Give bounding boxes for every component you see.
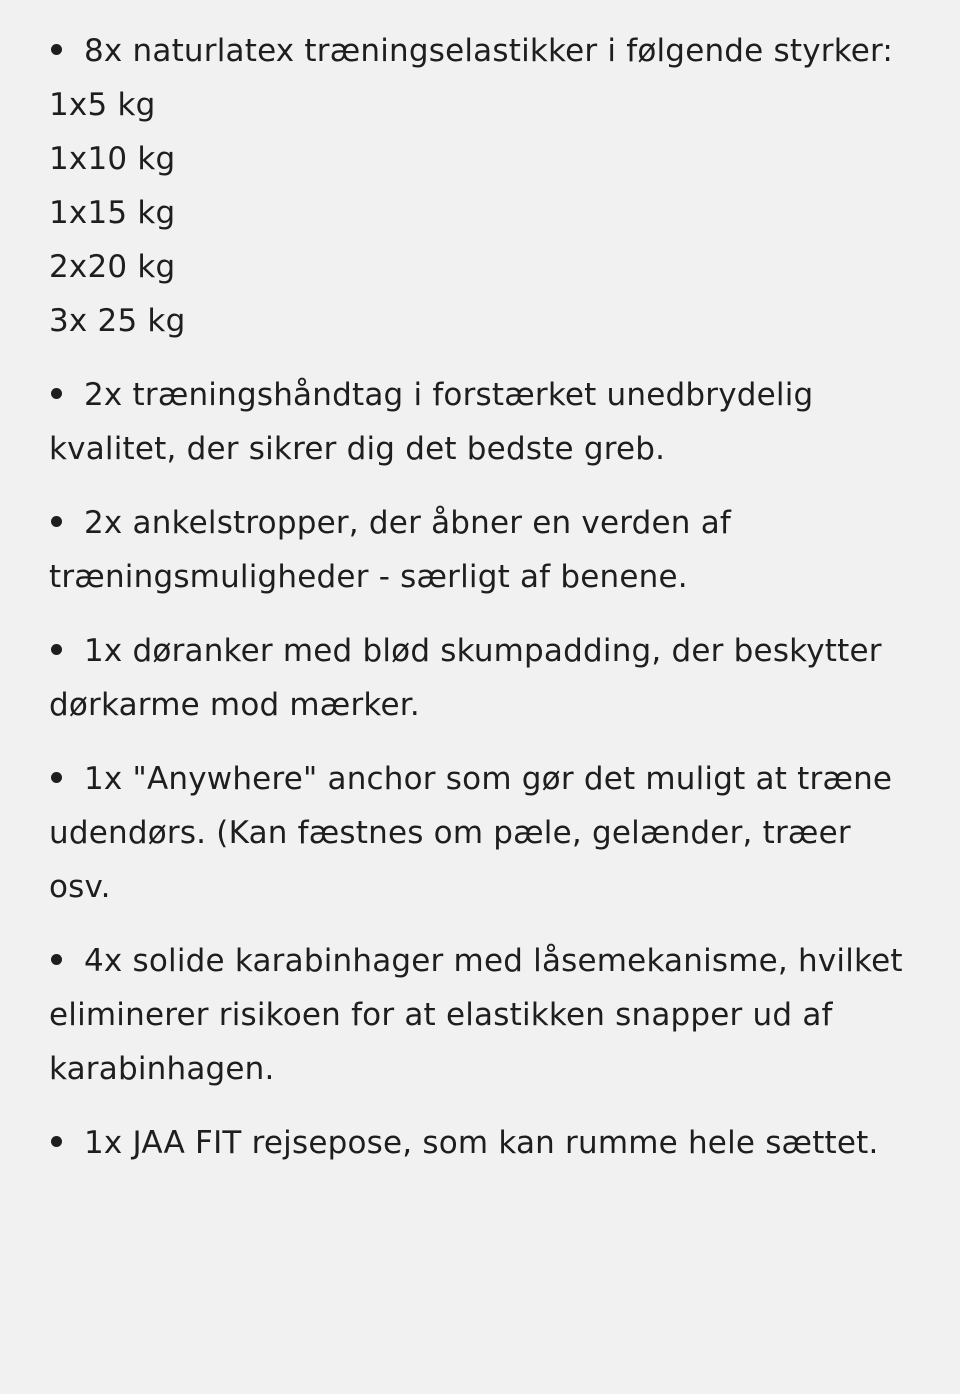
list-item-elastics (49, 24, 909, 348)
bullet-icon (51, 954, 62, 965)
list-item-text: 1x JAA FIT rejsepose, som kan rumme hele sættet. (84, 1125, 879, 1161)
list-item (49, 624, 909, 732)
bullet-icon (51, 1136, 62, 1147)
list-item-text: 4x solide karabinhager med låsemekanisme, hvilket eliminerer risikoen for at elastikken snapper ud af karabinhagen. (49, 943, 903, 1087)
bullet-icon (51, 44, 62, 55)
list-item (49, 752, 909, 914)
bullet-icon (51, 388, 62, 399)
list-item-text: 2x ankelstropper, der åbner en verden af træningsmuligheder - særligt af benene. (49, 505, 732, 595)
list-item-text: 1x døranker med blød skumpadding, der beskytter dørkarme mod mærker. (49, 633, 882, 723)
strength-line: 1x5 kg (49, 87, 156, 123)
list-item (49, 1116, 909, 1170)
product-contents-list (49, 24, 909, 1190)
strength-line: 2x20 kg (49, 249, 176, 285)
list-item-text: 8x naturlatex træningselastikker i følgende styrker: (84, 33, 894, 69)
list-item (49, 368, 909, 476)
bullet-icon (51, 516, 62, 527)
list-item (49, 934, 909, 1096)
strength-line: 1x10 kg (49, 141, 176, 177)
bullet-icon (51, 644, 62, 655)
list-item-text: 2x træningshåndtag i forstærket unedbrydelig kvalitet, der sikrer dig det bedste greb. (49, 377, 814, 467)
strength-line: 1x15 kg (49, 195, 176, 231)
bullet-icon (51, 772, 62, 783)
list-item (49, 496, 909, 604)
list-item-text: 1x "Anywhere" anchor som gør det muligt at træne udendørs. (Kan fæstnes om pæle, gelænder, træer osv. (49, 761, 893, 905)
strength-line: 3x 25 kg (49, 303, 186, 339)
